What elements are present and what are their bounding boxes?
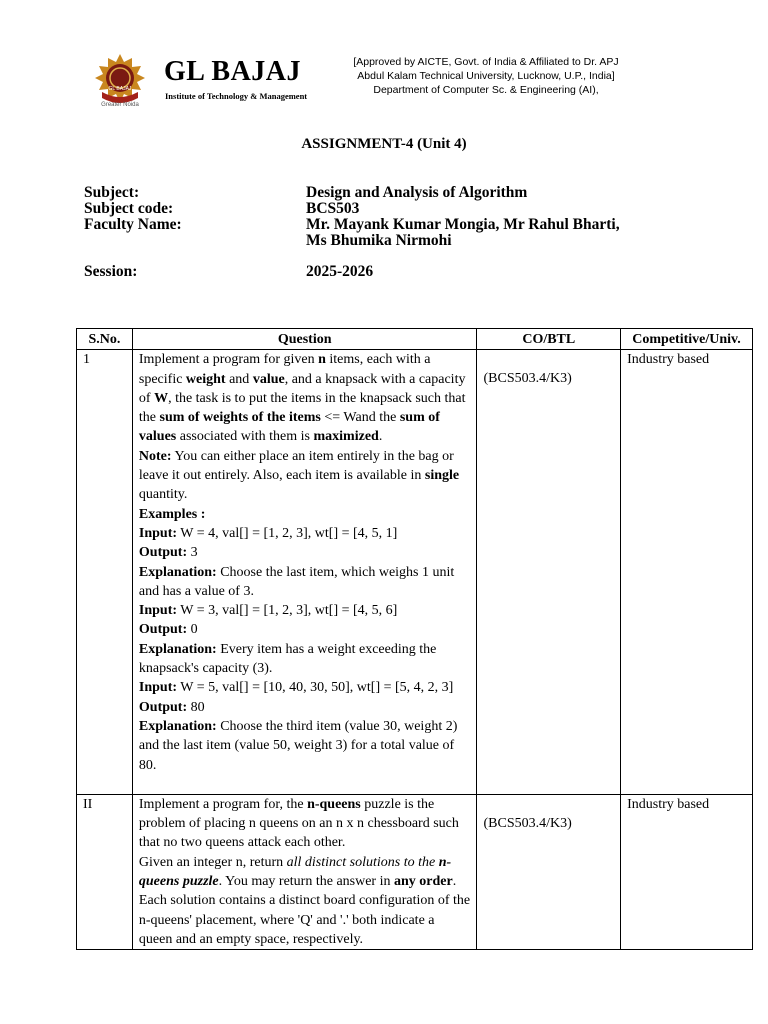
example-input: Input: W = 4, val[] = [1, 2, 3], wt[] = [4, 5, 1] [138,525,398,541]
header-co-btl: CO/BTL [477,329,621,350]
approval-text [336,55,636,97]
co-btl-value: (BCS503.4/K3) [483,371,572,387]
question-table [76,328,753,950]
faculty-value-line-1: Mr. Mayank Kumar Mongia, Mr Rahul Bharti, [306,216,620,233]
row-co-btl [477,350,621,795]
row-co-btl [477,794,621,949]
row-sno: 1 [77,350,133,795]
subject-value: Design and Analysis of Algorithm [306,184,528,201]
example-output: Output: 3 [138,545,198,561]
examples-heading: Examples : [138,506,206,522]
table-row [77,794,753,949]
college-logo [88,52,152,110]
subject-code-value: BCS503 [306,200,360,217]
subject-label: Subject: [84,184,140,201]
faculty-value-line-2: Ms Bhumika Nirmohi [306,232,452,249]
brand-subtitle: Institute of Technology & Management [165,91,308,101]
brand-name: GL BAJAJ [164,56,302,87]
row-question [132,794,477,949]
co-btl-value: (BCS503.4/K3) [483,815,572,831]
example-explanation: Explanation: Choose the last item, which weighs 1 unit and has a value of 3. [138,564,455,599]
logo-tagline: Greater Noida [101,102,139,108]
example-input: Input: W = 5, val[] = [10, 40, 30, 50], wt[] = [5, 4, 2, 3] [138,680,454,696]
question-text: Each solution contains a distinct board configuration of the n-queens' placement, where 'Q' and '.' both indicate a queen and an empty space, respectively. [138,893,471,947]
example-explanation: Explanation: Choose the third item (value 30, weight 2) and the last item (value 50, weight 3) for a total value of 80. [138,718,458,773]
faculty-label: Faculty Name: [84,216,182,233]
subject-code-label: Subject code: [84,200,174,217]
row-question [132,350,477,795]
question-text: Implement a program for given n items, each with a specific weight and value, and a knapsack with a capacity of W, the task is to put the items in the knapsack such that the sum of weights of the items <= Wand the sum of values associated with them is maximized. [138,352,466,445]
approval-line: [Approved by AICTE, Govt. of India & Affiliated to Dr. APJ [353,56,619,68]
example-output: Output: 80 [138,699,205,715]
example-explanation: Explanation: Every item has a weight exceeding the knapsack's capacity (3). [138,641,437,677]
example-input: Input: W = 3, val[] = [1, 2, 3], wt[] = [4, 5, 6] [138,603,398,619]
table-header-row [77,329,753,350]
approval-line: Abdul Kalam Technical University, Lucknow, U.P., India] [357,70,615,82]
row-competitive: Industry based [621,350,753,795]
example-output: Output: 0 [138,622,198,638]
letterhead [84,50,684,110]
row-sno: II [77,794,133,949]
header-question: Question [132,329,477,350]
session-label: Session: [84,263,138,280]
question-text: Given an integer n, return all distinct solutions to the n-queens puzzle. You may return the answer in any order. [138,854,457,890]
header-competitive: Competitive/Univ. [621,329,753,350]
approval-line: Department of Computer Sc. & Engineering (AI), [373,84,599,96]
assignment-title: ASSIGNMENT-4 (Unit 4) [301,136,467,152]
header-sno: S.No. [77,329,133,350]
session-value: 2025-2026 [306,263,374,280]
question-text: Implement a program for, the n-queens puzzle is the problem of placing n queens on an n x n chessboard such that no two queens attack each other. [138,796,459,851]
row-competitive: Industry based [621,794,753,949]
table-row [77,350,753,795]
note-text: Note: You can either place an item entirely in the bag or leave it out entirely. Also, each item is available in single quantity. [138,448,460,503]
logo-ribbon-text: GL BAJAJ [108,86,132,92]
